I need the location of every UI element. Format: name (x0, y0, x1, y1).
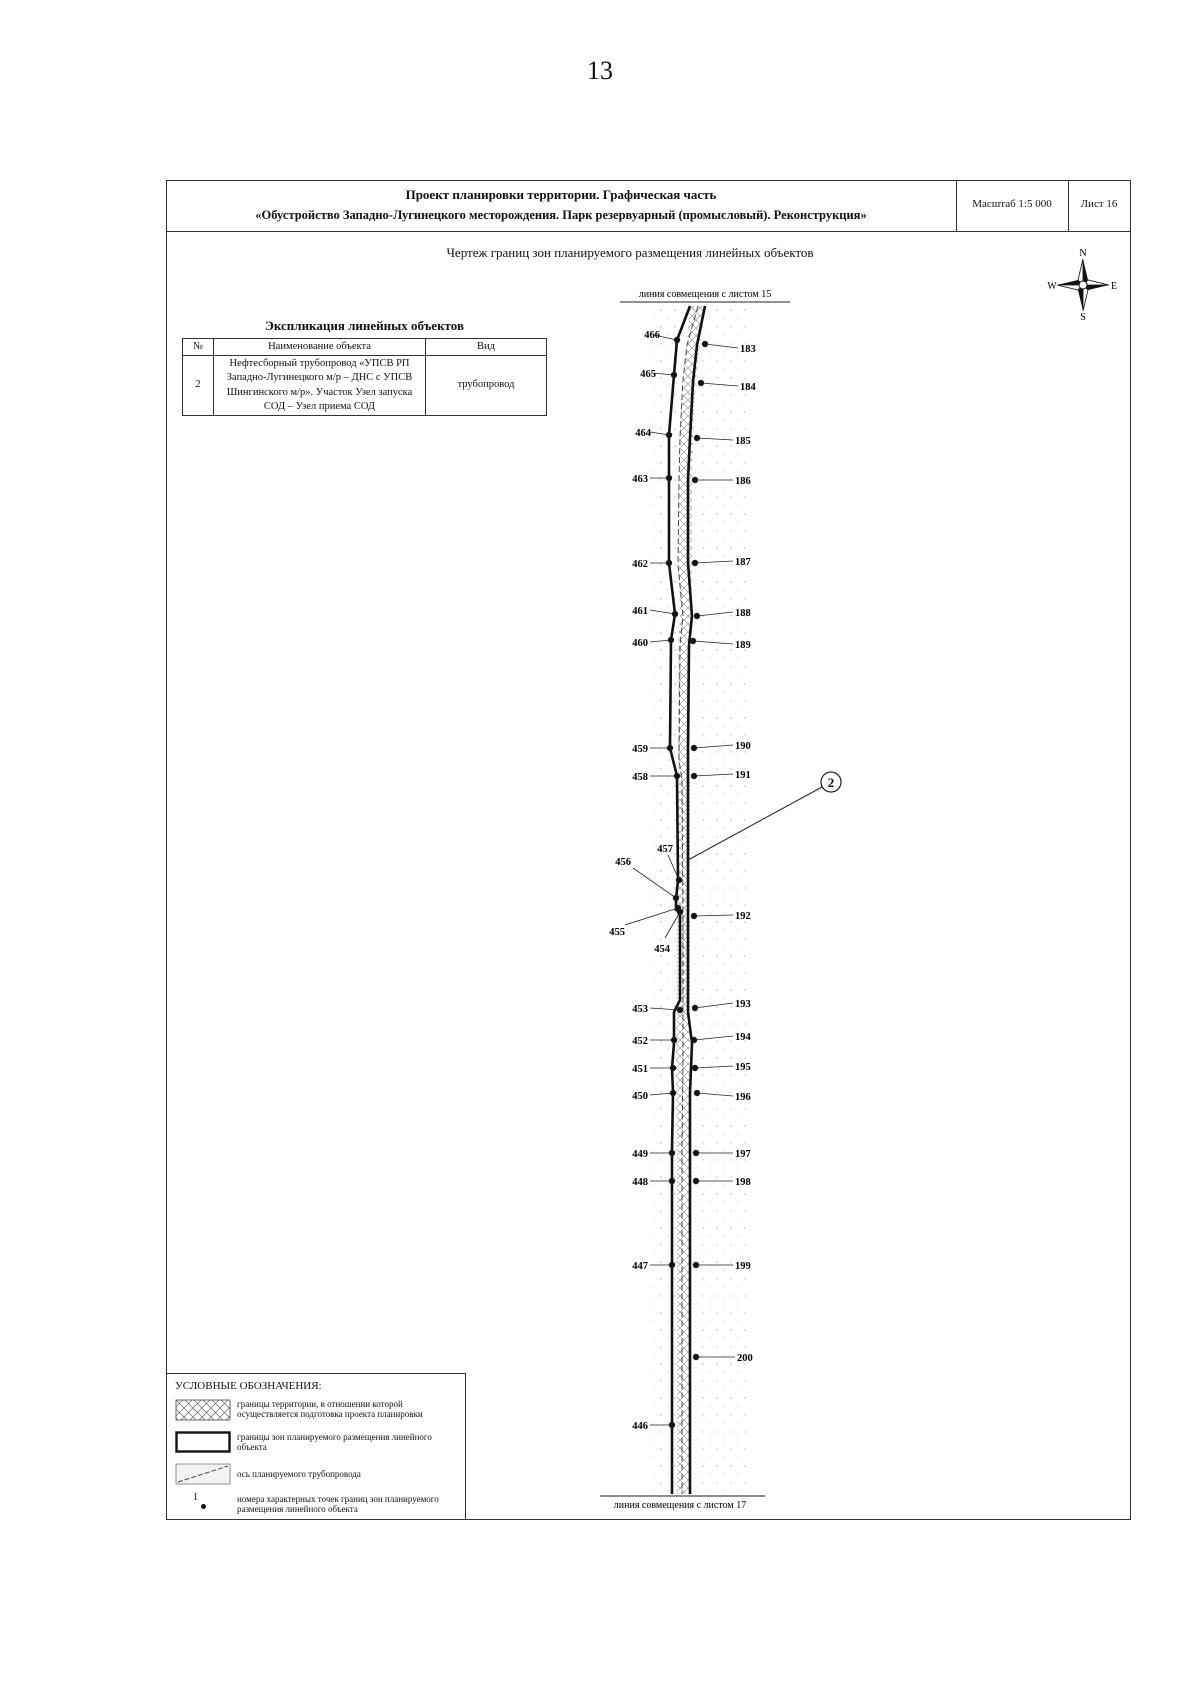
point-number-icon (193, 1492, 213, 1514)
point-label-192: 192 (735, 911, 751, 922)
bold-rectangle-icon (175, 1431, 231, 1453)
row-name: Нефтесборный трубопровод «УПСВ РП Западно-Лугинецкого м/р – ДНС с УПСВ Шингинского м/р». Участок Узел запуска СОД – Узел приема СОД (214, 356, 426, 416)
point-label-465: 465 (640, 369, 656, 380)
point-label-460: 460 (632, 638, 648, 649)
object-callout-number: 2 (827, 775, 835, 790)
point-label-448: 448 (632, 1177, 648, 1188)
legend-title: УСЛОВНЫЕ ОБОЗНАЧЕНИЯ: (175, 1380, 322, 1392)
legend-item-points: номера характерных точек границ зон планируемого размещения линейного объекта (237, 1494, 439, 1515)
point-label-196: 196 (735, 1092, 751, 1103)
point-label-446: 446 (632, 1421, 648, 1432)
header-cell-name: Наименование объекта (214, 339, 426, 356)
point-label-185: 185 (735, 436, 751, 447)
point-label-462: 462 (632, 559, 648, 570)
point-label-183: 183 (740, 344, 756, 355)
point-label-197: 197 (735, 1149, 751, 1160)
header-cell-number: № (183, 339, 214, 356)
point-label-459: 459 (632, 744, 648, 755)
point-label-454: 454 (654, 944, 670, 955)
point-label-199: 199 (735, 1261, 751, 1272)
point-label-194: 194 (735, 1032, 751, 1043)
row-number: 2 (183, 356, 214, 416)
compass-east: E (1110, 281, 1118, 292)
point-label-200: 200 (737, 1353, 753, 1364)
point-label-191: 191 (735, 770, 751, 781)
point-label-189: 189 (735, 640, 751, 651)
point-label-451: 451 (632, 1064, 648, 1075)
point-number-sample: 1 (193, 1492, 198, 1503)
point-label-453: 453 (632, 1004, 648, 1015)
legend (166, 1373, 466, 1520)
point-label-455: 455 (609, 927, 625, 938)
point-label-188: 188 (735, 608, 751, 619)
row-kind: трубопровод (426, 356, 547, 416)
compass-north: N (1079, 248, 1087, 259)
scale-label: Масштаб 1:5 000 (972, 198, 1052, 210)
point-label-198: 198 (735, 1177, 751, 1188)
point-label-193: 193 (735, 999, 751, 1010)
match-line-bottom-label: линия совмещения с листом 17 (613, 1500, 747, 1511)
match-line-top-label: линия совмещения с листом 15 (638, 289, 772, 300)
compass-west: W (1047, 281, 1057, 292)
explication-title: Экспликация линейных объектов (265, 318, 464, 333)
point-label-449: 449 (632, 1149, 648, 1160)
hatch-icon (175, 1399, 231, 1421)
point-label-452: 452 (632, 1036, 648, 1047)
header-cell-kind: Вид (426, 339, 547, 356)
point-label-187: 187 (735, 557, 751, 568)
point-label-184: 184 (740, 382, 756, 393)
axis-line-icon (175, 1463, 231, 1485)
drawing-title: Чертеж границ зон планируемого размещения линейных объектов (446, 245, 814, 260)
legend-item-territory: границы территории, в отношении которой осуществляется подготовка проекта планировки (237, 1399, 423, 1420)
legend-item-axis: ось планируемого трубопровода (237, 1469, 361, 1479)
sheet-label: Лист 16 (1080, 198, 1118, 210)
point-label-450: 450 (632, 1091, 648, 1102)
point-label-464: 464 (635, 428, 651, 439)
project-subtitle: «Обустройство Западно-Лугинецкого месторождения. Парк резервуарный (промысловый). Реконструкция» (255, 208, 867, 222)
point-label-466: 466 (644, 330, 660, 341)
point-label-186: 186 (735, 476, 751, 487)
point-label-195: 195 (735, 1062, 751, 1073)
project-title: Проект планировки территории. Графическая часть (405, 187, 717, 202)
legend-item-zone: границы зон планируемого размещения линейного объекта (237, 1432, 432, 1453)
point-label-458: 458 (632, 772, 648, 783)
page-number: 13 (587, 56, 613, 85)
point-label-190: 190 (735, 741, 751, 752)
point-label-447: 447 (632, 1261, 648, 1272)
point-label-456: 456 (615, 857, 631, 868)
point-label-457: 457 (657, 844, 673, 855)
point-label-463: 463 (632, 474, 648, 485)
point-label-461: 461 (632, 606, 648, 617)
compass-rose-icon (1057, 259, 1109, 311)
compass-south: S (1080, 312, 1086, 323)
